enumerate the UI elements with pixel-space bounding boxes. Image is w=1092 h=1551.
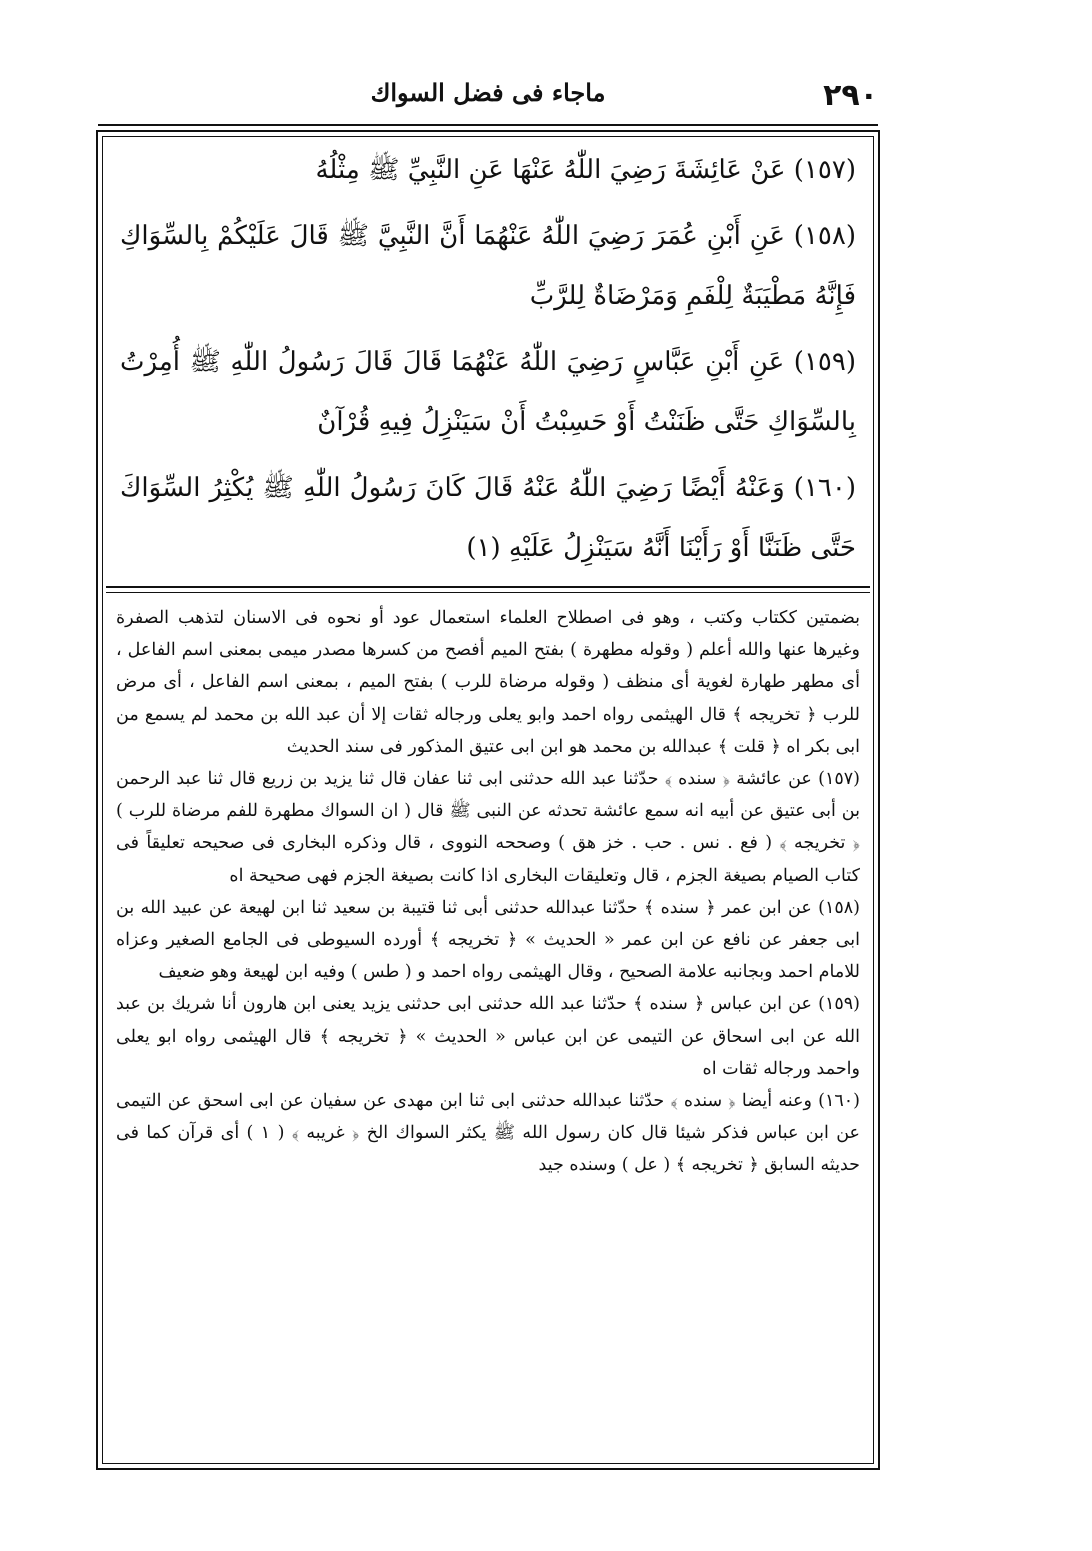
hadith-text-block (120, 140, 856, 580)
hadith-158: (١٥٨) عَنِ أَبْنِ عُمَرَ رَضِيَ اللّٰهُ عَنْهُمَا أَنَّ النَّبِيَّ ﷺ قَالَ عَلَيْكُمْ بِالسِّوَاكِ فَإِنَّهُ مَطْيَبَةٌ لِلْفَمِ وَمَرْضَاةٌ لِلرَّبِّ (120, 221, 856, 311)
commentary-intro: بضمتين ككتاب وكتب ، وهو فى اصطلاح العلماء استعمال عود أو نحوه فى الاسنان لتذهب الصفرة وغيرها عنها والله أعلم ( وقوله مطهرة ) بفتح الميم أفصح من كسرها مصدر ميمى بمعنى اسم الفاعل ، أى مطهر طهارة لغوية أى منظف ( وقوله مرضاة للرب ) بفتح الميم ، بمعنى اسم الفاعل ، أى مرض للرب ﴿ تخريجه ﴾ قال الهيثمى رواه احمد وابو يعلى ورجاله ثقات إلا أن عبد الله بن محمد لم يسمع من ابى بكر اه ﴿ قلت ﴾ عبدالله بن محمد هو ابن ابى عتيق المذكور فى سند الحديث (116, 608, 860, 757)
hadith-160: (١٦٠) وَعَنْهُ أَيْضًا رَضِيَ اللّٰهُ عَنْهُ قَالَ كَانَ رَسُولُ اللّٰهِ ﷺ يُكْثِرُ السِّوَاكَ حَتَّى ظَنَنَّا أَوْ رَأَيْنَا أَنَّهُ سَيَنْزِلُ عَلَيْهِ (١) (120, 473, 856, 563)
hadith-157: (١٥٧) عَنْ عَائِشَةَ رَضِيَ اللّٰهُ عَنْهَا عَنِ النَّبِيِّ ﷺ مِثْلُهُ (315, 155, 856, 185)
commentary-block (116, 602, 860, 1458)
page-header (98, 74, 878, 126)
page-frame (96, 130, 880, 1470)
commentary-160: (١٦٠) وعنه أيضا ﴿ سنده ﴾ حدّثنا عبدالله حدثنى ابى ثنا ابن مهدى عن سفيان عن ابى اسحق عن التيمى عن ابن عباس فذكر شيئا قال كان رسول الله ﷺ يكثر السواك الخ ﴿ غريبه ﴾ ( ١ ) أى قرآن كما فى حديثه السابق ﴿ تخريجه ﴾ ( عل ) وسنده جيد (116, 1091, 860, 1176)
commentary-157: (١٥٧) عن عائشة ﴿ سنده ﴾ حدّثنا عبد الله حدثنى ابى ثنا عفان قال ثنا يزيد بن زريع قال ثنا عبد الرحمن بن أبى عتيق عن أبيه انه سمع عائشة تحدثه عن النبى ﷺ قال ( ان السواك مطهرة للفم مرضاة للرب ) ﴿ تخريجه ﴾ ( فع . نس . حب . خز هق ) وصححه النووى ، قال وذكره البخارى فى صحيحه تعليقاً فى كتاب الصيام بصيغة الجزم ، قال وتعليقات البخارى اذا كانت بصيغة الجزم فهى صحيحة اه (116, 769, 860, 886)
page-number: ٢٩٠ (823, 78, 878, 113)
hadith-159: (١٥٩) عَنِ أَبْنِ عَبَّاسٍ رَضِيَ اللّٰهُ عَنْهُمَا قَالَ قَالَ رَسُولُ اللّٰهِ ﷺ أُمِرْتُ بِالسِّوَاكِ حَتَّى ظَنَنْتُ أَوْ حَسِبْتُ أَنْ سَيَنْزِلُ فِيهِ قُرْآنٌ (120, 347, 856, 437)
section-divider (106, 586, 870, 588)
running-title: ماجاء فى فضل السواك (370, 78, 606, 107)
commentary-158: (١٥٨) عن ابن عمر ﴿ سنده ﴾ حدّثنا عبدالله حدثنى أبى ثنا قتيبة بن سعيد ثنا ابن لهيعة عن عبيد الله بن ابى جعفر عن نافع عن ابن عمر « الحديث » ﴿ تخريجه ﴾ أورده السيوطى فى الجامع الصغير وعزاه للامام احمد وبجانبه علامة الصحيح ، وقال الهيثمى رواه احمد و ( طس ) وفيه ابن لهيعة وهو ضعيف (116, 897, 860, 983)
commentary-159: (١٥٩) عن ابن عباس ﴿ سنده ﴾ حدّثنا عبد الله حدثنى ابى حدثنى يزيد يعنى ابن هارون أنا شريك بن عبد الله عن ابى اسحاق عن التيمى عن ابن عباس « الحديث » ﴿ تخريجه ﴾ قال الهيثمى رواه ابو يعلى واحمد ورجاله ثقات اه (116, 994, 860, 1079)
header-rule (98, 124, 878, 126)
section-divider-thin (106, 592, 870, 593)
